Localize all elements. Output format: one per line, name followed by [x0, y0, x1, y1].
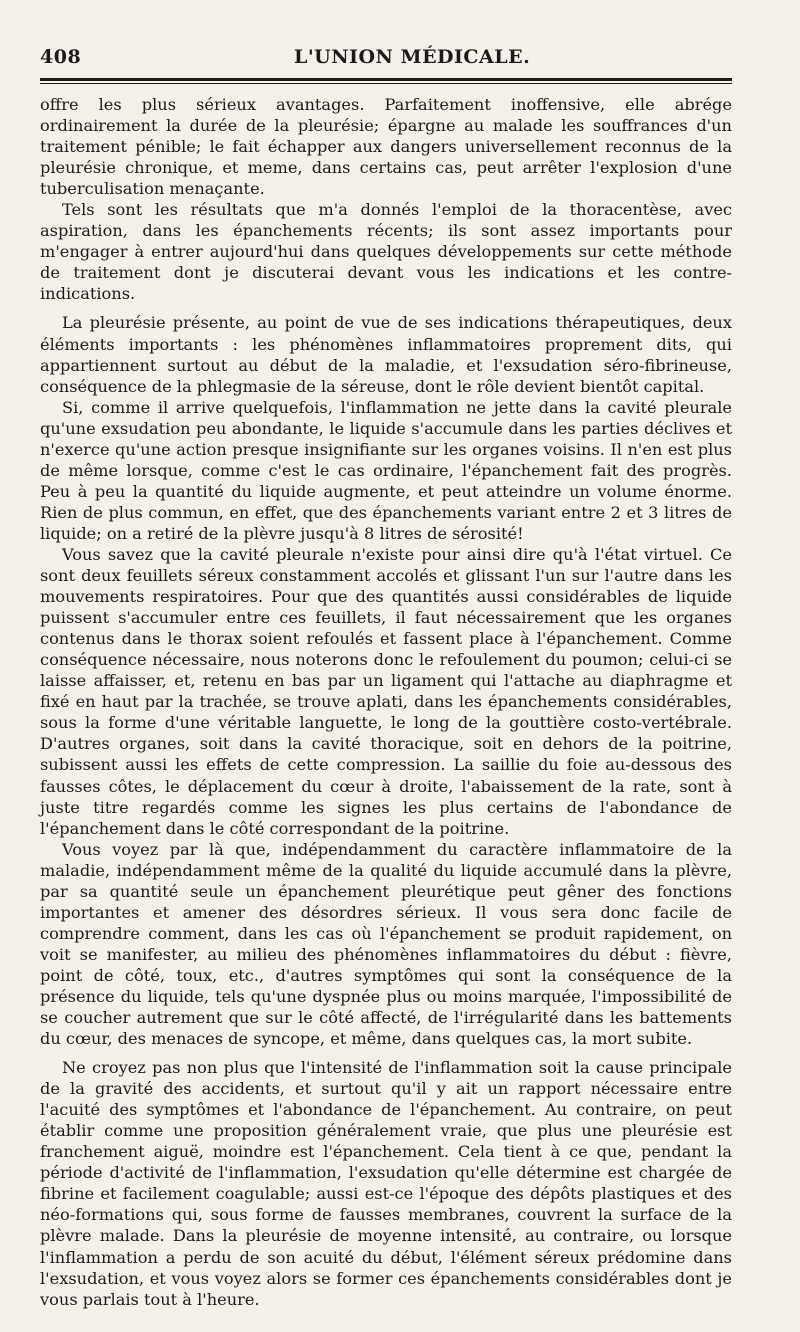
- header-rule: [40, 78, 732, 84]
- paragraph: Vous voyez par là que, indépendamment du caractère inflammatoire de la maladie, indépendamment même de la qualité du liquide accumulé dans la plèvre, par sa quantité seule un épanchement pleurétique peut gêner des fonctions importantes et amener des désordres sérieux. Il vous sera donc facile de comprendre comment, dans les cas où l'épanchement se produit rapidement, on voit se manifester, au milieu des phénomènes inflammatoires du début : fièvre, point de côté, toux, etc., d'autres symptômes qui sont la conséquence de la présence du liquide, tels qu'une dyspnée plus ou moins marquée, l'impossibilité de se coucher autrement que sur le côté affecté, de l'irrégularité dans les battements du cœur, des menaces de syncope, et même, dans quelques cas, la mort subite.: [40, 839, 732, 1049]
- paragraph: Si, comme il arrive quelquefois, l'inflammation ne jette dans la cavité pleurale qu'une exsudation peu abondante, le liquide s'accumule dans les parties déclives et n'exerce qu'une action presque insignifiante sur les organes voisins. Il n'en est plus de même lorsque, comme c'est le cas ordinaire, l'épanchement fait des progrès. Peu à peu la quantité du liquide augmente, et peut atteindre un volume énorme. Rien de plus commun, en effet, que des épanchements variant entre 2 et 3 litres de liquide; on a retiré de la plèvre jusqu'à 8 litres de sérosité!: [40, 397, 732, 543]
- page-header: [40, 46, 732, 74]
- paragraph: Vous savez que la cavité pleurale n'existe pour ainsi dire qu'à l'état virtuel. Ce sont deux feuillets séreux constamment accolés et glissant l'un sur l'autre dans les mouvements respiratoires. Pour que des quantités aussi considérables de liquide puissent s'accumuler entre ces feuillets, il faut nécessairement que les organes contenus dans le thorax soient refoulés et fassent place à l'épanchement. Comme conséquence nécessaire, nous noterons donc le refoulement du poumon; celui-ci se laisse affaisser, et, retenu en bas par un ligament qui l'attache au diaphragme et fixé en haut par la trachée, se trouve aplati, dans les épanchements considérables, sous la forme d'une véritable languette, le long de la gouttière costo-vertébrale. D'autres organes, soit dans la cavité thoracique, soit en dehors de la poitrine, subissent aussi les effets de cette compression. La saillie du foie au-dessous des fausses côtes, le déplacement du cœur à droite, l'abaissement de la rate, sont à juste titre regardés comme les signes les plus certains de l'abondance de l'épanchement dans le côté correspondant de la poitrine.: [40, 544, 732, 838]
- paragraph: Ne croyez pas non plus que l'intensité de l'inflammation soit la cause principale de la gravité des accidents, et surtout qu'il y ait un rapport nécessaire entre l'acuité des symptômes et l'abondance de l'épanchement. Au contraire, on peut établir comme une proposition généralement vraie, que plus une pleurésie est franchement aiguë, moindre est l'épanchement. Cela tient à ce que, pendant la période d'activité de l'inflammation, l'exsudation qu'elle détermine est chargée de fibrine et facilement coagulable; aussi est-ce l'époque des dépôts plastiques et des néo-formations qui, sous forme de fausses membranes, couvrent la surface de la plèvre malade. Dans la pleurésie de moyenne intensité, au contraire, ou lorsque l'inflammation a perdu de son acuité du début, l'élément séreux prédomine dans l'exsudation, et vous voyez alors se former ces épanchements considérables dont je vous parlais tout à l'heure.: [40, 1058, 732, 1309]
- paragraph-continued: offre les plus sérieux avantages. Parfaitement inoffensive, elle abrége ordinairement la durée de la pleurésie; épargne au malade les souffrances d'un traitement pénible; le fait échapper aux dangers universellement reconnus de la pleurésie chronique, et meme, dans certains cas, peut arrêter l'explosion d'une tuberculisation menaçante.: [40, 95, 732, 199]
- body-text: [40, 94, 732, 1310]
- paragraph: Tels sont les résultats que m'a donnés l'emploi de la thoracentèse, avec aspiration, dans les épanchements récents; ils sont assez importants pour m'engager à entrer aujourd'hui dans quelques développements sur cette méthode de traitement dont je discuterai devant vous les indications et les contre-indications.: [40, 200, 732, 304]
- paragraph: La pleurésie présente, au point de vue de ses indications thérapeutiques, deux éléments importants : les phénomènes inflammatoires proprement dits, qui appartiennent surtout au début de la maladie, et l'exsudation séro-fibrineuse, conséquence de la phlegmasie de la séreuse, dont le rôle devient bientôt capital.: [40, 313, 732, 396]
- page-number: 408: [40, 46, 82, 68]
- running-head: L'UNION MÉDICALE.: [294, 46, 531, 68]
